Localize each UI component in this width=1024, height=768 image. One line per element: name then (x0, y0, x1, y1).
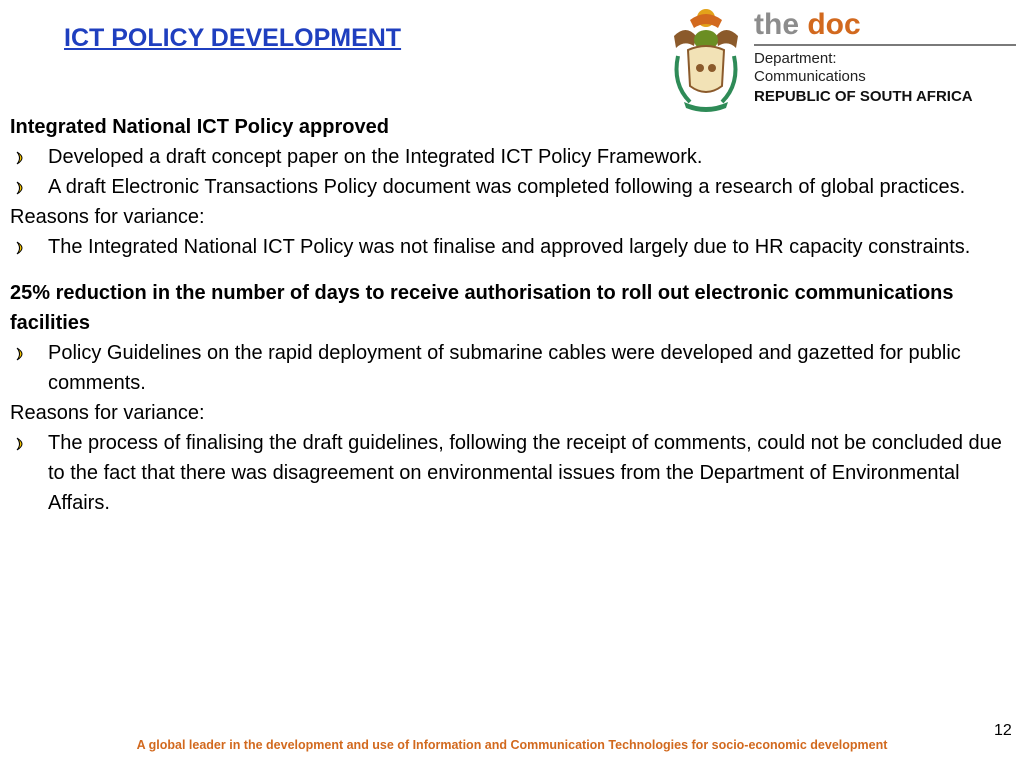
reasons-label: Reasons for variance: (10, 206, 205, 228)
bullet-text: A draft Electronic Transactions Policy document was completed following a research of global practices. (48, 176, 966, 198)
bullet-text: The Integrated National ICT Policy was not finalise and approved largely due to HR capacity constraints. (48, 236, 971, 258)
footer-tagline (0, 738, 1024, 752)
department-line1: Department: (754, 50, 837, 67)
brand-doc: doc (807, 8, 861, 41)
country-name: REPUBLIC OF SOUTH AFRICA (754, 88, 973, 105)
bullet-text: Policy Guidelines on the rapid deployment of submarine cables were developed and gazetted for public comments. (48, 342, 961, 394)
bullet-icon (12, 142, 34, 172)
brand-divider (754, 44, 1016, 46)
bullet-icon (12, 428, 34, 458)
bullet-text: The process of finalising the draft guidelines, following the receipt of comments, could not be concluded due to the fact that there was disagreement on environmental issues from the Department of Environmental Affairs. (48, 432, 1002, 514)
bullet-icon (12, 338, 34, 368)
bullet-item (10, 338, 1014, 398)
department-logo (664, 6, 1018, 116)
brand-the: the (754, 8, 799, 41)
slide-title: ICT POLICY DEVELOPMENT (64, 24, 402, 52)
bullet-item (10, 232, 1014, 262)
reasons-label: Reasons for variance: (10, 402, 205, 424)
coat-of-arms-icon (666, 6, 746, 114)
footer-text: A global leader in the development and use of Information and Communication Technologies for socio-economic development (136, 738, 888, 752)
department-line2: Communications (754, 68, 866, 85)
brand-block (754, 6, 1016, 114)
bullet-item (10, 142, 1014, 172)
bullet-text: Developed a draft concept paper on the Integrated ICT Policy Framework. (48, 146, 703, 168)
page-number: 12 (994, 722, 1012, 739)
bullet-icon (12, 232, 34, 262)
department-name (754, 50, 866, 86)
section2-heading: 25% reduction in the number of days to receive authorisation to roll out electronic communications facilities (10, 282, 954, 334)
bullet-icon (12, 172, 34, 202)
brand-wordmark (754, 8, 861, 42)
section1-heading: Integrated National ICT Policy approved (10, 116, 389, 138)
bullet-item (10, 428, 1014, 518)
slide-body (10, 112, 1014, 518)
bullet-item (10, 172, 1014, 202)
